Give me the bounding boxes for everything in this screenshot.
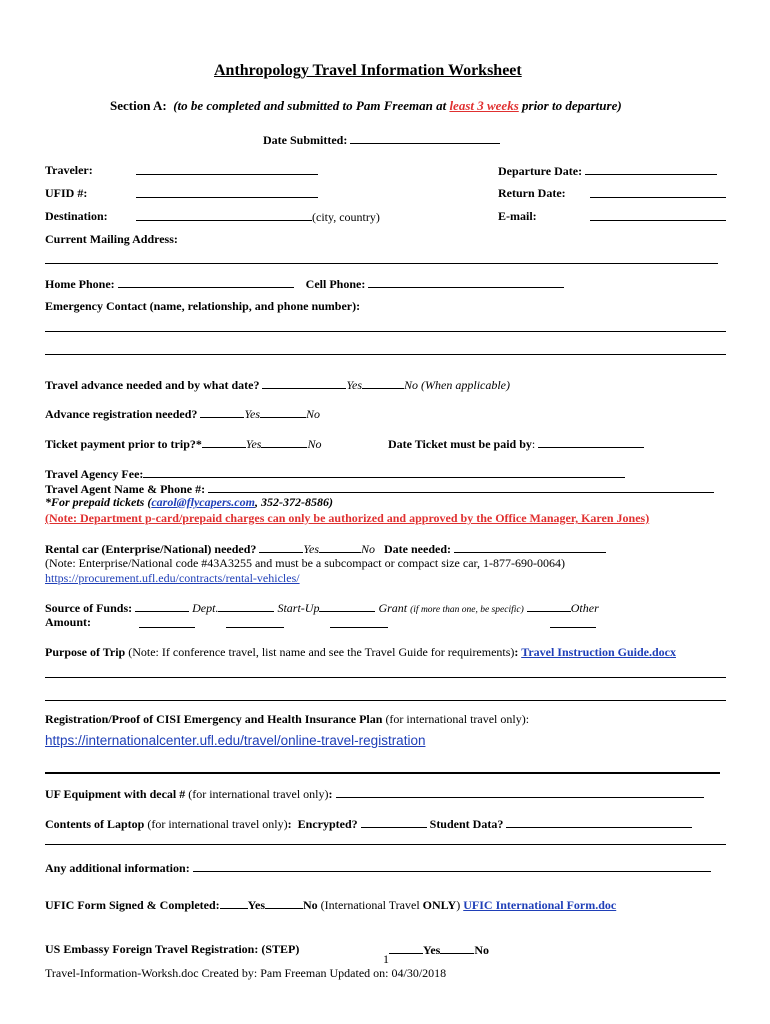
prepaid-email-link[interactable]: carol@flycapers.com bbox=[151, 495, 255, 509]
emergency-contact-label: Emergency Contact (name, relationship, and phone number): bbox=[45, 299, 361, 313]
section-a-line bbox=[110, 99, 622, 113]
travel-advance-yes-field[interactable] bbox=[262, 377, 346, 389]
traveler-label: Traveler: bbox=[45, 163, 93, 177]
rental-note: (Note: Enterprise/National code #43A3255 and must be a subcompact or compact size car, 1-877-690-0064) bbox=[45, 556, 566, 570]
home-phone-field[interactable] bbox=[118, 276, 294, 288]
cisi-line bbox=[45, 712, 529, 726]
purpose-label: Purpose of Trip bbox=[45, 645, 126, 659]
travel-agency-fee-line: Travel Agency Fee: bbox=[45, 466, 625, 481]
date-needed-field[interactable] bbox=[454, 541, 606, 553]
advance-registration-yes-field[interactable] bbox=[200, 406, 244, 418]
email-field[interactable] bbox=[590, 209, 726, 224]
laptop-extra-line[interactable] bbox=[45, 844, 726, 845]
page-number: 1 bbox=[383, 952, 389, 966]
ufic-line: UFIC Form Signed & Completed: Yes No (International Travel ONLY) UFIC International Form.doc bbox=[45, 898, 617, 912]
step-yes-field[interactable] bbox=[389, 942, 423, 954]
other-field[interactable] bbox=[527, 600, 571, 612]
advance-registration-no: No bbox=[306, 407, 321, 421]
purpose-note: (Note: If conference travel, list name and see the Travel Guide for requirements) bbox=[125, 645, 515, 659]
departure-date-field[interactable] bbox=[585, 163, 717, 175]
ticket-payment-no-field[interactable] bbox=[261, 436, 307, 448]
travel-guide-link[interactable]: Travel Instruction Guide.docx bbox=[521, 645, 676, 659]
cisi-note: (for international travel only): bbox=[382, 712, 530, 726]
cell-phone-label: Cell Phone: bbox=[305, 277, 366, 291]
purpose-line: Purpose of Trip (Note: If conference travel, list name and see the Travel Guide for requirements): Travel Instruction Guide.docx bbox=[45, 645, 676, 659]
laptop-label: Contents of Laptop bbox=[45, 817, 145, 831]
amount-label: Amount: bbox=[45, 615, 92, 629]
amount-grant-field[interactable] bbox=[330, 627, 388, 628]
ufic-note: (International Travel bbox=[317, 898, 423, 912]
additional-info-line: Any additional information: bbox=[45, 860, 711, 875]
rental-no: No bbox=[361, 542, 376, 556]
rental-yes-field[interactable] bbox=[259, 541, 303, 553]
travel-advance-label: Travel advance needed and by what date? bbox=[45, 378, 260, 392]
ufic-yes-field[interactable] bbox=[220, 897, 248, 909]
ufic-form-link[interactable]: UFIC International Form.doc bbox=[463, 898, 617, 912]
date-ticket-paid-label: Date Ticket must be paid by bbox=[388, 437, 532, 451]
destination-field[interactable] bbox=[136, 209, 380, 224]
emergency-contact-line-1[interactable] bbox=[45, 331, 726, 332]
cell-phone-field[interactable] bbox=[368, 276, 564, 288]
travel-advance-no: No (When applicable) bbox=[404, 378, 511, 392]
amount-startup-field[interactable] bbox=[226, 627, 284, 628]
mailing-address-label: Current Mailing Address: bbox=[45, 232, 178, 246]
equipment-note: (for international travel only) bbox=[185, 787, 329, 801]
rental-no-field[interactable] bbox=[319, 541, 361, 553]
rental-car-line bbox=[45, 541, 606, 556]
ufid-label: UFID #: bbox=[45, 186, 88, 200]
step-label: US Embassy Foreign Travel Registration: (STEP) bbox=[45, 942, 300, 956]
date-ticket-paid-field[interactable] bbox=[538, 436, 644, 448]
student-data-field[interactable] bbox=[506, 816, 692, 828]
advance-registration-label: Advance registration needed? bbox=[45, 407, 198, 421]
date-ticket-paid-line: Date Ticket must be paid by: bbox=[388, 436, 644, 451]
travel-advance-no-field[interactable] bbox=[362, 377, 404, 389]
equipment-label: UF Equipment with decal # bbox=[45, 787, 186, 801]
city-country-hint: (city, country) bbox=[312, 210, 380, 224]
startup-field[interactable] bbox=[218, 600, 274, 612]
dept-label: Dept. bbox=[192, 601, 219, 615]
step-options bbox=[389, 942, 489, 957]
date-submitted-field[interactable] bbox=[350, 132, 500, 144]
rental-yes: Yes bbox=[303, 542, 319, 556]
footer-text: Travel-Information-Worksh.doc Created by: Pam Freeman Updated on: 04/30/2018 bbox=[45, 966, 447, 980]
cisi-registration-link[interactable]: https://internationalcenter.ufl.edu/travel/online-travel-registration bbox=[45, 733, 426, 748]
encrypted-field[interactable] bbox=[361, 816, 427, 828]
travel-agency-fee-field[interactable] bbox=[143, 466, 625, 478]
destination-label: Destination: bbox=[45, 209, 108, 223]
email-label: E-mail: bbox=[498, 209, 537, 223]
section-a-note: (to be completed and submitted to Pam Freeman at bbox=[173, 98, 450, 113]
departure-date-line: Departure Date: bbox=[498, 163, 717, 178]
rental-vehicles-link[interactable]: https://procurement.ufl.edu/contracts/rental-vehicles/ bbox=[45, 571, 300, 585]
step-no-field[interactable] bbox=[440, 942, 474, 954]
grant-field[interactable] bbox=[319, 600, 375, 612]
cisi-field[interactable] bbox=[45, 772, 720, 774]
ufid-field[interactable] bbox=[136, 186, 318, 201]
pcard-note: (Note: Department p-card/prepaid charges can only be authorized and approved by the Office Manager, Karen Jones) bbox=[45, 511, 650, 525]
section-a-highlight: least 3 weeks bbox=[449, 98, 519, 113]
purpose-line-1[interactable] bbox=[45, 677, 726, 678]
ticket-payment-line bbox=[45, 436, 321, 451]
page-title: Anthropology Travel Information Worksheet bbox=[214, 62, 522, 79]
travel-agent-field[interactable] bbox=[208, 481, 714, 493]
amount-dept-field[interactable] bbox=[139, 627, 195, 628]
ufic-no: No bbox=[303, 898, 318, 912]
mailing-address-field[interactable] bbox=[45, 263, 718, 264]
travel-advance-yes: Yes bbox=[346, 378, 363, 392]
equipment-field[interactable] bbox=[336, 786, 704, 798]
ticket-payment-yes: Yes bbox=[245, 437, 262, 451]
return-date-label: Return Date: bbox=[498, 186, 566, 200]
ufic-label: UFIC Form Signed & Completed: bbox=[45, 898, 220, 912]
cisi-label: Registration/Proof of CISI Emergency and Health Insurance Plan bbox=[45, 712, 383, 726]
grant-label: Grant bbox=[378, 601, 408, 615]
date-needed-label: Date needed: bbox=[384, 542, 451, 556]
laptop-note: (for international travel only) bbox=[144, 817, 288, 831]
student-data-label: Student Data? bbox=[429, 817, 504, 831]
equipment-line: UF Equipment with decal # (for international travel only): bbox=[45, 786, 704, 801]
purpose-line-2[interactable] bbox=[45, 700, 726, 701]
rental-car-label: Rental car (Enterprise/National) needed? bbox=[45, 542, 257, 556]
dept-field[interactable] bbox=[135, 600, 189, 612]
source-of-funds-label: Source of Funds: bbox=[45, 601, 133, 615]
grant-note: (if more than one, be specific) bbox=[410, 605, 524, 615]
travel-advance-line bbox=[45, 377, 510, 392]
step-no: No bbox=[474, 943, 490, 957]
ticket-payment-no: No bbox=[307, 437, 322, 451]
ufic-no-field[interactable] bbox=[265, 897, 303, 909]
other-label: Other bbox=[570, 601, 599, 615]
ufic-yes: Yes bbox=[247, 898, 265, 912]
advance-registration-line bbox=[45, 406, 320, 421]
advance-registration-yes: Yes bbox=[244, 407, 261, 421]
startup-label: Start-Up bbox=[277, 601, 320, 615]
ticket-payment-label: Ticket payment prior to trip?* bbox=[45, 437, 202, 451]
amount-other-field[interactable] bbox=[550, 627, 596, 628]
emergency-contact-line-2[interactable] bbox=[45, 354, 726, 355]
source-of-funds-line bbox=[45, 600, 599, 617]
ufic-only: ONLY bbox=[422, 898, 457, 912]
prepaid-tickets-line: *For prepaid tickets (carol@flycapers.com, 352-372-8586) bbox=[45, 495, 333, 509]
laptop-line: Contents of Laptop (for international travel only): Encrypted? Student Data? bbox=[45, 816, 692, 831]
date-submitted-label: Date Submitted: bbox=[263, 132, 500, 147]
ticket-payment-yes-field[interactable] bbox=[202, 436, 246, 448]
travel-agent-line: Travel Agent Name & Phone #: bbox=[45, 481, 714, 496]
advance-registration-no-field[interactable] bbox=[260, 406, 306, 418]
traveler-field[interactable] bbox=[136, 163, 318, 178]
home-phone-line: Home Phone: Cell Phone: bbox=[45, 276, 564, 291]
step-yes: Yes bbox=[423, 943, 441, 957]
return-date-field[interactable] bbox=[590, 186, 726, 201]
section-a-note-end: prior to departure) bbox=[518, 98, 622, 113]
encrypted-label: Encrypted? bbox=[297, 817, 358, 831]
section-a-label: Section A: bbox=[110, 98, 167, 113]
additional-info-field[interactable] bbox=[193, 860, 711, 872]
